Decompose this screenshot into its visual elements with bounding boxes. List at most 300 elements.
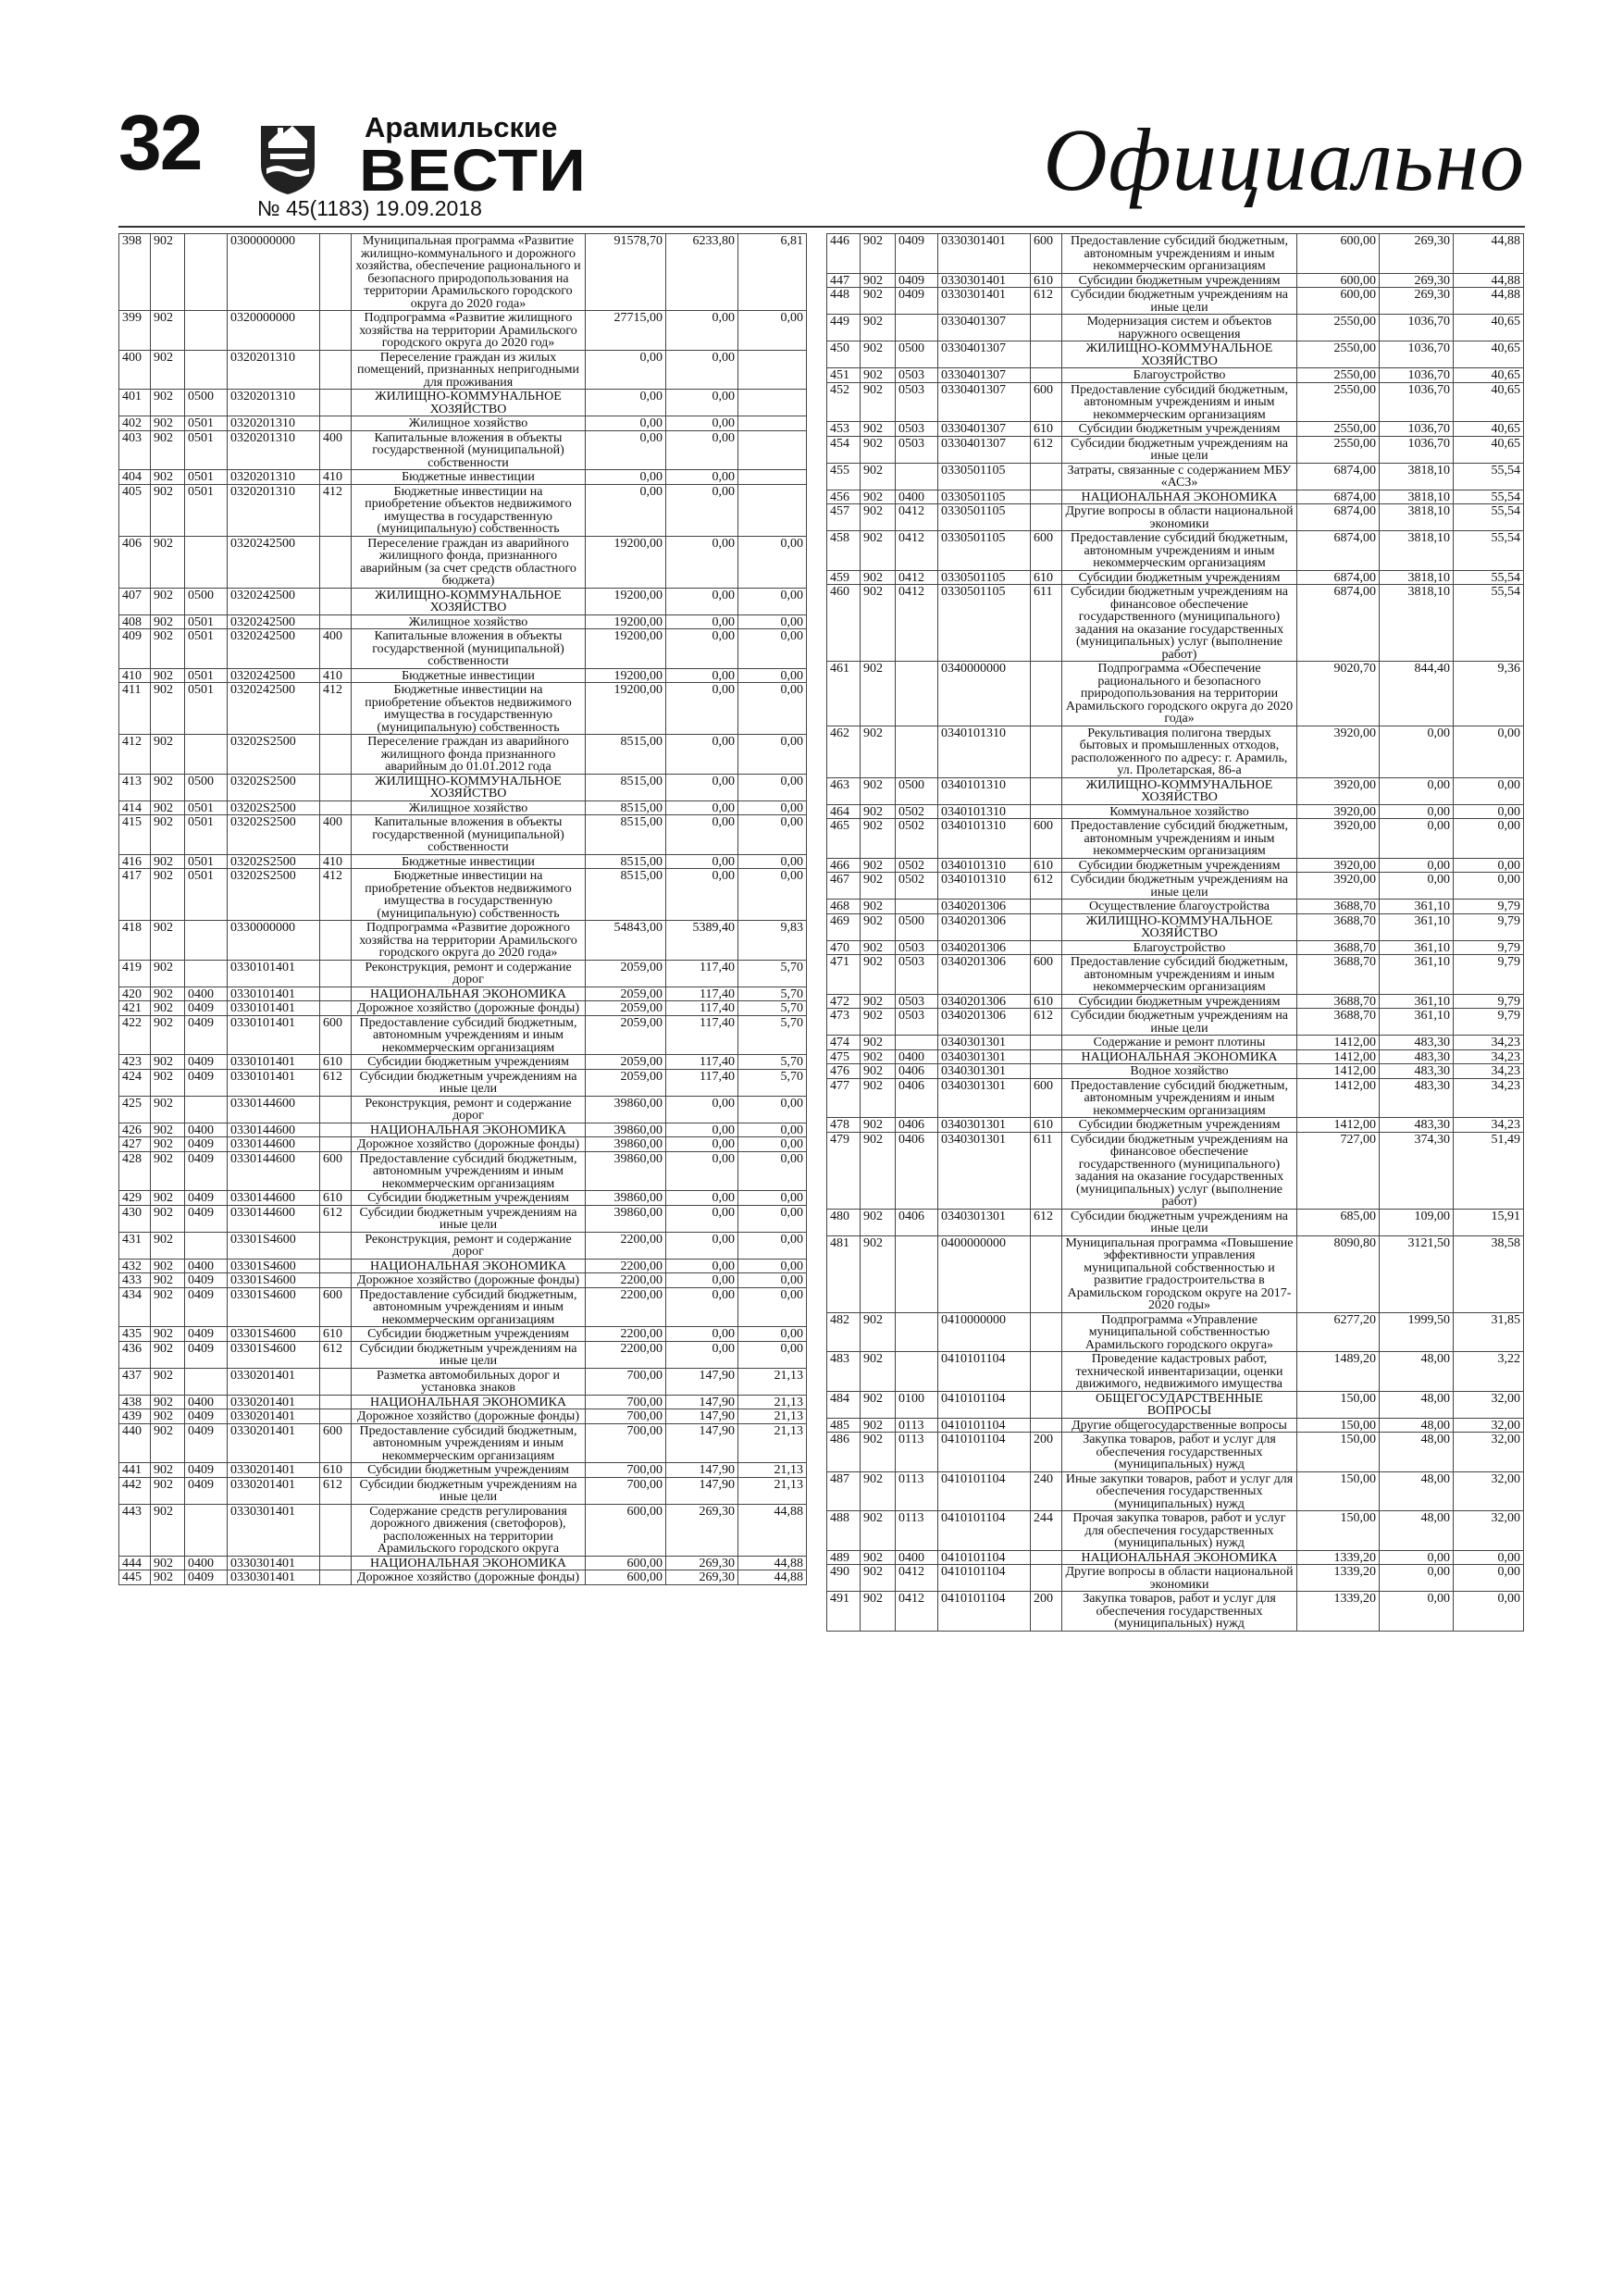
item-name-cell: Субсидии бюджетным учреждениям <box>1062 570 1297 585</box>
item-name-cell: Подпрограмма «Управление муниципальной собственностью Арамильского городского округа» <box>1062 1312 1297 1352</box>
target-code-cell: 0330501105 <box>938 570 1031 585</box>
admin-code-cell: 902 <box>861 1235 896 1312</box>
item-name-cell: Субсидии бюджетным учреждениям <box>1062 858 1297 873</box>
actual-amount-cell: 483,30 <box>1380 1118 1454 1133</box>
table-row <box>827 1009 1524 1036</box>
actual-amount-cell: 48,00 <box>1380 1433 1454 1472</box>
table-row <box>827 1078 1524 1118</box>
row-number-cell: 416 <box>119 854 151 869</box>
item-name-cell: Подпрограмма «Развитие жилищного хозяйства на территории Арамильского городского округа до 2020 год» <box>352 311 586 351</box>
percent-cell: 0,00 <box>738 1327 807 1342</box>
expense-type-cell <box>1031 804 1062 819</box>
section-code-cell: 0503 <box>896 382 938 422</box>
item-name-cell: Дорожное хозяйство (дорожные фонды) <box>352 1273 586 1288</box>
plan-amount-cell: 39860,00 <box>586 1096 666 1123</box>
plan-amount-cell: 8515,00 <box>586 735 666 775</box>
admin-code-cell: 902 <box>861 490 896 504</box>
row-number-cell: 452 <box>827 382 861 422</box>
expense-type-cell: 610 <box>1031 1118 1062 1133</box>
target-code-cell: 0320242500 <box>228 668 320 683</box>
actual-amount-cell: 147,90 <box>666 1368 738 1395</box>
admin-code-cell: 902 <box>151 1259 185 1273</box>
admin-code-cell: 902 <box>151 484 185 536</box>
percent-cell: 44,88 <box>738 1504 807 1556</box>
item-name-cell: Жилищное хозяйство <box>352 614 586 629</box>
row-number-cell: 479 <box>827 1132 861 1209</box>
target-code-cell: 0330501105 <box>938 531 1031 571</box>
admin-code-cell: 902 <box>861 940 896 955</box>
item-name-cell: Субсидии бюджетным учреждениям <box>352 1191 586 1206</box>
section-code-cell: 0409 <box>185 1570 228 1585</box>
section-code-cell: 0500 <box>185 774 228 800</box>
row-number-cell: 418 <box>119 921 151 961</box>
target-code-cell: 0330000000 <box>228 921 320 961</box>
plan-amount-cell: 700,00 <box>586 1423 666 1463</box>
row-number-cell: 454 <box>827 436 861 463</box>
expense-type-cell <box>320 987 352 1001</box>
section-code-cell <box>896 662 938 726</box>
target-code-cell: 0320201310 <box>228 430 320 470</box>
target-code-cell: 0330301401 <box>938 273 1031 288</box>
target-code-cell: 0340000000 <box>938 662 1031 726</box>
percent-cell: 0,00 <box>738 1232 807 1259</box>
target-code-cell: 0330401307 <box>938 422 1031 437</box>
table-row <box>827 940 1524 955</box>
target-code-cell: 0330501105 <box>938 463 1031 490</box>
plan-amount-cell: 6277,20 <box>1297 1312 1380 1352</box>
row-number-cell: 410 <box>119 668 151 683</box>
target-code-cell: 0330301401 <box>228 1504 320 1556</box>
expense-type-cell: 600 <box>320 1423 352 1463</box>
item-name-cell: Реконструкция, ремонт и содержание дорог <box>352 1096 586 1123</box>
expense-type-cell <box>320 1001 352 1016</box>
target-code-cell: 0340101310 <box>938 873 1031 900</box>
percent-cell: 40,65 <box>1454 422 1524 437</box>
item-name-cell: Дорожное хозяйство (дорожные фонды) <box>352 1409 586 1424</box>
admin-code-cell: 902 <box>861 422 896 437</box>
section-code-cell: 0409 <box>185 1151 228 1191</box>
plan-amount-cell: 39860,00 <box>586 1205 666 1232</box>
expense-type-cell <box>320 588 352 614</box>
expense-type-cell <box>320 960 352 987</box>
percent-cell: 0,00 <box>738 774 807 800</box>
target-code-cell: 0330301401 <box>938 234 1031 274</box>
section-code-cell: 0501 <box>185 470 228 485</box>
actual-amount-cell: 0,00 <box>666 1205 738 1232</box>
row-number-cell: 450 <box>827 341 861 368</box>
section-code-cell: 0500 <box>185 390 228 416</box>
plan-amount-cell: 39860,00 <box>586 1151 666 1191</box>
row-number-cell: 467 <box>827 873 861 900</box>
percent-cell: 0,00 <box>738 1341 807 1368</box>
expense-type-cell <box>1031 913 1062 940</box>
row-number-cell: 487 <box>827 1471 861 1511</box>
plan-amount-cell: 54843,00 <box>586 921 666 961</box>
plan-amount-cell: 3688,70 <box>1297 994 1380 1009</box>
expense-type-cell <box>1031 1049 1062 1064</box>
percent-cell: 32,00 <box>1454 1391 1524 1418</box>
row-number-cell: 455 <box>827 463 861 490</box>
plan-amount-cell: 1412,00 <box>1297 1118 1380 1133</box>
plan-amount-cell: 2200,00 <box>586 1259 666 1273</box>
actual-amount-cell: 0,00 <box>666 629 738 669</box>
table-row <box>119 1015 807 1055</box>
target-code-cell: 0330301401 <box>228 1556 320 1570</box>
admin-code-cell: 902 <box>861 1036 896 1050</box>
item-name-cell: Субсидии бюджетным учреждениям на иные цели <box>352 1069 586 1096</box>
admin-code-cell: 902 <box>151 854 185 869</box>
admin-code-cell: 902 <box>151 1327 185 1342</box>
expense-type-cell: 612 <box>320 1069 352 1096</box>
row-number-cell: 464 <box>827 804 861 819</box>
actual-amount-cell: 0,00 <box>1380 804 1454 819</box>
target-code-cell: 0320201310 <box>228 416 320 431</box>
section-code-cell: 0412 <box>896 1565 938 1592</box>
section-code-cell: 0409 <box>896 273 938 288</box>
plan-amount-cell: 3920,00 <box>1297 873 1380 900</box>
percent-cell: 9,83 <box>738 921 807 961</box>
percent-cell: 9,36 <box>1454 662 1524 726</box>
target-code-cell: 03301S4600 <box>228 1287 320 1327</box>
plan-amount-cell: 2550,00 <box>1297 436 1380 463</box>
percent-cell: 0,00 <box>738 1191 807 1206</box>
percent-cell: 34,23 <box>1454 1118 1524 1133</box>
expense-type-cell <box>1031 940 1062 955</box>
actual-amount-cell: 0,00 <box>666 470 738 485</box>
expense-type-cell <box>320 350 352 390</box>
actual-amount-cell: 48,00 <box>1380 1511 1454 1551</box>
admin-code-cell: 902 <box>151 1341 185 1368</box>
city-emblem-icon <box>255 117 320 196</box>
admin-code-cell: 902 <box>151 1409 185 1424</box>
target-code-cell: 0340101310 <box>938 726 1031 777</box>
percent-cell: 21,13 <box>738 1395 807 1409</box>
item-name-cell: Предоставление субсидий бюджетным, автономным учреждениям и иным некоммерческим организациям <box>352 1015 586 1055</box>
section-code-cell: 0502 <box>896 804 938 819</box>
plan-amount-cell: 2059,00 <box>586 960 666 987</box>
section-code-cell: 0501 <box>185 869 228 921</box>
plan-amount-cell: 6874,00 <box>1297 531 1380 571</box>
row-number-cell: 434 <box>119 1287 151 1327</box>
row-number-cell: 478 <box>827 1118 861 1133</box>
section-code-cell <box>185 960 228 987</box>
admin-code-cell: 902 <box>861 273 896 288</box>
target-code-cell: 0410101104 <box>938 1352 1031 1392</box>
row-number-cell: 398 <box>119 234 151 311</box>
table-row <box>119 1273 807 1288</box>
row-number-cell: 442 <box>119 1477 151 1504</box>
row-number-cell: 443 <box>119 1504 151 1556</box>
target-code-cell: 0330201401 <box>228 1423 320 1463</box>
percent-cell: 9,79 <box>1454 994 1524 1009</box>
table-row <box>119 1232 807 1259</box>
table-row <box>827 1132 1524 1209</box>
percent-cell: 55,54 <box>1454 570 1524 585</box>
actual-amount-cell: 0,00 <box>666 536 738 588</box>
plan-amount-cell: 727,00 <box>1297 1132 1380 1209</box>
table-row <box>119 869 807 921</box>
table-row <box>119 1259 807 1273</box>
expense-type-cell <box>320 311 352 351</box>
plan-amount-cell: 3920,00 <box>1297 819 1380 859</box>
actual-amount-cell: 1036,70 <box>1380 368 1454 383</box>
percent-cell: 34,23 <box>1454 1049 1524 1064</box>
percent-cell: 31,85 <box>1454 1312 1524 1352</box>
plan-amount-cell: 2059,00 <box>586 1055 666 1070</box>
expense-type-cell <box>320 1395 352 1409</box>
section-code-cell: 0400 <box>185 1123 228 1137</box>
table-row <box>119 1556 807 1570</box>
section-code-cell: 0501 <box>185 668 228 683</box>
target-code-cell: 0330501105 <box>938 585 1031 662</box>
table-row <box>827 994 1524 1009</box>
section-code-cell: 0500 <box>185 588 228 614</box>
header-rule <box>118 226 1525 228</box>
plan-amount-cell: 0,00 <box>586 470 666 485</box>
actual-amount-cell: 0,00 <box>666 350 738 390</box>
target-code-cell: 0330101401 <box>228 1055 320 1070</box>
logo-top-text: Арамильские <box>365 111 558 143</box>
expense-type-cell <box>320 1137 352 1152</box>
admin-code-cell: 902 <box>861 1550 896 1565</box>
target-code-cell: 0320201310 <box>228 350 320 390</box>
expense-type-cell: 600 <box>1031 955 1062 995</box>
admin-code-cell: 902 <box>151 815 185 855</box>
table-row <box>827 1471 1524 1511</box>
actual-amount-cell: 0,00 <box>666 800 738 815</box>
item-name-cell: Субсидии бюджетным учреждениям на иные цели <box>352 1341 586 1368</box>
percent-cell: 44,88 <box>1454 234 1524 274</box>
percent-cell: 0,00 <box>738 629 807 669</box>
issue-info: № 45(1183) 19.09.2018 <box>257 196 482 220</box>
percent-cell <box>738 484 807 536</box>
target-code-cell: 0330144600 <box>228 1191 320 1206</box>
expense-type-cell <box>320 1232 352 1259</box>
table-row <box>119 430 807 470</box>
percent-cell: 44,88 <box>738 1570 807 1585</box>
target-code-cell: 0330401307 <box>938 315 1031 341</box>
section-code-cell: 0409 <box>185 1205 228 1232</box>
plan-amount-cell: 1412,00 <box>1297 1078 1380 1118</box>
plan-amount-cell: 2200,00 <box>586 1287 666 1327</box>
row-number-cell: 432 <box>119 1259 151 1273</box>
admin-code-cell: 902 <box>861 955 896 995</box>
table-row <box>119 1123 807 1137</box>
actual-amount-cell: 117,40 <box>666 1055 738 1070</box>
plan-amount-cell: 3688,70 <box>1297 1009 1380 1036</box>
target-code-cell: 0340201306 <box>938 913 1031 940</box>
target-code-cell: 0410101104 <box>938 1592 1031 1632</box>
plan-amount-cell: 19200,00 <box>586 683 666 735</box>
item-name-cell: Предоставление субсидий бюджетным, автономным учреждениям и иным некоммерческим организациям <box>352 1151 586 1191</box>
expense-type-cell: 412 <box>320 484 352 536</box>
table-row <box>119 1191 807 1206</box>
item-name-cell: Бюджетные инвестиции на приобретение объектов недвижимого имущества в государственную (муниципальную) собственность <box>352 869 586 921</box>
item-name-cell: Дорожное хозяйство (дорожные фонды) <box>352 1001 586 1016</box>
actual-amount-cell: 0,00 <box>666 869 738 921</box>
admin-code-cell: 902 <box>861 1312 896 1352</box>
row-number-cell: 439 <box>119 1409 151 1424</box>
section-code-cell: 0501 <box>185 800 228 815</box>
table-row <box>827 777 1524 804</box>
target-code-cell: 0330301401 <box>938 288 1031 315</box>
plan-amount-cell: 1489,20 <box>1297 1352 1380 1392</box>
target-code-cell: 0300000000 <box>228 234 320 311</box>
item-name-cell: Субсидии бюджетным учреждениям на иные цели <box>1062 288 1297 315</box>
target-code-cell: 03202S2500 <box>228 869 320 921</box>
actual-amount-cell: 3818,10 <box>1380 585 1454 662</box>
row-number-cell: 440 <box>119 1423 151 1463</box>
target-code-cell: 0330144600 <box>228 1123 320 1137</box>
item-name-cell: Бюджетные инвестиции на приобретение объектов недвижимого имущества в государственную (муниципальную) собственность <box>352 683 586 735</box>
page-number: 32 <box>118 99 202 186</box>
admin-code-cell: 902 <box>151 390 185 416</box>
plan-amount-cell: 2200,00 <box>586 1341 666 1368</box>
admin-code-cell: 902 <box>151 1570 185 1585</box>
table-row <box>119 1463 807 1478</box>
expense-type-cell <box>320 1409 352 1424</box>
percent-cell: 21,13 <box>738 1463 807 1478</box>
row-number-cell: 469 <box>827 913 861 940</box>
expense-type-cell <box>320 234 352 311</box>
row-number-cell: 475 <box>827 1049 861 1064</box>
section-code-cell: 0502 <box>896 858 938 873</box>
target-code-cell: 0340301301 <box>938 1209 1031 1235</box>
expense-type-cell: 412 <box>320 683 352 735</box>
actual-amount-cell: 361,10 <box>1380 955 1454 995</box>
item-name-cell: Водное хозяйство <box>1062 1064 1297 1079</box>
row-number-cell: 461 <box>827 662 861 726</box>
admin-code-cell: 902 <box>861 1209 896 1235</box>
row-number-cell: 473 <box>827 1009 861 1036</box>
expense-type-cell: 610 <box>320 1191 352 1206</box>
expense-type-cell <box>1031 726 1062 777</box>
admin-code-cell: 902 <box>861 341 896 368</box>
row-number-cell: 448 <box>827 288 861 315</box>
section-code-cell: 0500 <box>896 777 938 804</box>
percent-cell: 0,00 <box>738 1123 807 1137</box>
section-code-cell <box>896 900 938 914</box>
row-number-cell: 491 <box>827 1592 861 1632</box>
item-name-cell: Субсидии бюджетным учреждениям <box>1062 273 1297 288</box>
actual-amount-cell: 0,00 <box>666 1123 738 1137</box>
plan-amount-cell: 600,00 <box>586 1570 666 1585</box>
actual-amount-cell: 1036,70 <box>1380 341 1454 368</box>
row-number-cell: 474 <box>827 1036 861 1050</box>
expense-type-cell: 610 <box>1031 570 1062 585</box>
section-code-cell: 0409 <box>185 1273 228 1288</box>
expense-type-cell: 610 <box>320 1463 352 1478</box>
item-name-cell: Субсидии бюджетным учреждениям на финансовое обеспечение государственного (муниципального) задания на оказание государственных (муниципальных) услуг (выполнение работ) <box>1062 1132 1297 1209</box>
target-code-cell: 0330144600 <box>228 1096 320 1123</box>
target-code-cell: 0330401307 <box>938 382 1031 422</box>
table-row <box>827 1049 1524 1064</box>
plan-amount-cell: 2059,00 <box>586 987 666 1001</box>
table-row <box>827 873 1524 900</box>
target-code-cell: 0340301301 <box>938 1132 1031 1209</box>
section-code-cell: 0406 <box>896 1078 938 1118</box>
actual-amount-cell: 0,00 <box>666 1341 738 1368</box>
section-code-cell: 0501 <box>185 815 228 855</box>
section-code-cell: 0502 <box>896 873 938 900</box>
section-code-cell: 0409 <box>185 1137 228 1152</box>
row-number-cell: 427 <box>119 1137 151 1152</box>
table-row <box>119 1570 807 1585</box>
target-code-cell: 0330201401 <box>228 1395 320 1409</box>
expense-type-cell: 400 <box>320 430 352 470</box>
percent-cell: 0,00 <box>1454 1550 1524 1565</box>
percent-cell: 9,79 <box>1454 955 1524 995</box>
actual-amount-cell: 0,00 <box>1380 873 1454 900</box>
plan-amount-cell: 3688,70 <box>1297 940 1380 955</box>
section-code-cell <box>185 311 228 351</box>
percent-cell: 55,54 <box>1454 490 1524 504</box>
admin-code-cell: 902 <box>151 1096 185 1123</box>
row-number-cell: 417 <box>119 869 151 921</box>
row-number-cell: 415 <box>119 815 151 855</box>
table-row <box>827 900 1524 914</box>
expense-type-cell: 600 <box>1031 1078 1062 1118</box>
item-name-cell: Капитальные вложения в объекты государственной (муниципальной) собственности <box>352 430 586 470</box>
percent-cell: 55,54 <box>1454 585 1524 662</box>
actual-amount-cell: 147,90 <box>666 1477 738 1504</box>
table-row <box>827 1565 1524 1592</box>
admin-code-cell: 902 <box>861 662 896 726</box>
section-code-cell: 0503 <box>896 955 938 995</box>
percent-cell: 0,00 <box>738 311 807 351</box>
percent-cell: 38,58 <box>1454 1235 1524 1312</box>
row-number-cell: 402 <box>119 416 151 431</box>
item-name-cell: Затраты, связанные с содержанием МБУ «АСЗ» <box>1062 463 1297 490</box>
admin-code-cell: 902 <box>861 368 896 383</box>
actual-amount-cell: 5389,40 <box>666 921 738 961</box>
target-code-cell: 0320000000 <box>228 311 320 351</box>
section-code-cell: 0503 <box>896 1009 938 1036</box>
table-row <box>119 1477 807 1504</box>
item-name-cell: ЖИЛИЩНО-КОММУНАЛЬНОЕ ХОЗЯЙСТВО <box>352 774 586 800</box>
table-row <box>119 536 807 588</box>
table-row <box>827 804 1524 819</box>
admin-code-cell: 902 <box>151 1287 185 1327</box>
actual-amount-cell: 844,40 <box>1380 662 1454 726</box>
admin-code-cell: 902 <box>151 1556 185 1570</box>
section-code-cell: 0412 <box>896 1592 938 1632</box>
target-code-cell: 0340201306 <box>938 955 1031 995</box>
plan-amount-cell: 3688,70 <box>1297 913 1380 940</box>
table-row <box>827 273 1524 288</box>
section-code-cell: 0409 <box>185 1015 228 1055</box>
admin-code-cell: 902 <box>151 1232 185 1259</box>
expense-type-cell: 611 <box>1031 585 1062 662</box>
row-number-cell: 462 <box>827 726 861 777</box>
expense-type-cell <box>320 1504 352 1556</box>
actual-amount-cell: 117,40 <box>666 1001 738 1016</box>
actual-amount-cell: 3818,10 <box>1380 463 1454 490</box>
target-code-cell: 0400000000 <box>938 1235 1031 1312</box>
expense-type-cell: 600 <box>1031 531 1062 571</box>
item-name-cell: Субсидии бюджетным учреждениям <box>1062 994 1297 1009</box>
admin-code-cell: 902 <box>861 531 896 571</box>
section-code-cell: 0409 <box>185 1287 228 1327</box>
row-number-cell: 428 <box>119 1151 151 1191</box>
actual-amount-cell: 0,00 <box>666 774 738 800</box>
actual-amount-cell: 0,00 <box>1380 1565 1454 1592</box>
row-number-cell: 409 <box>119 629 151 669</box>
section-code-cell <box>896 1235 938 1312</box>
section-code-cell: 0502 <box>896 819 938 859</box>
expense-type-cell <box>320 800 352 815</box>
row-number-cell: 435 <box>119 1327 151 1342</box>
